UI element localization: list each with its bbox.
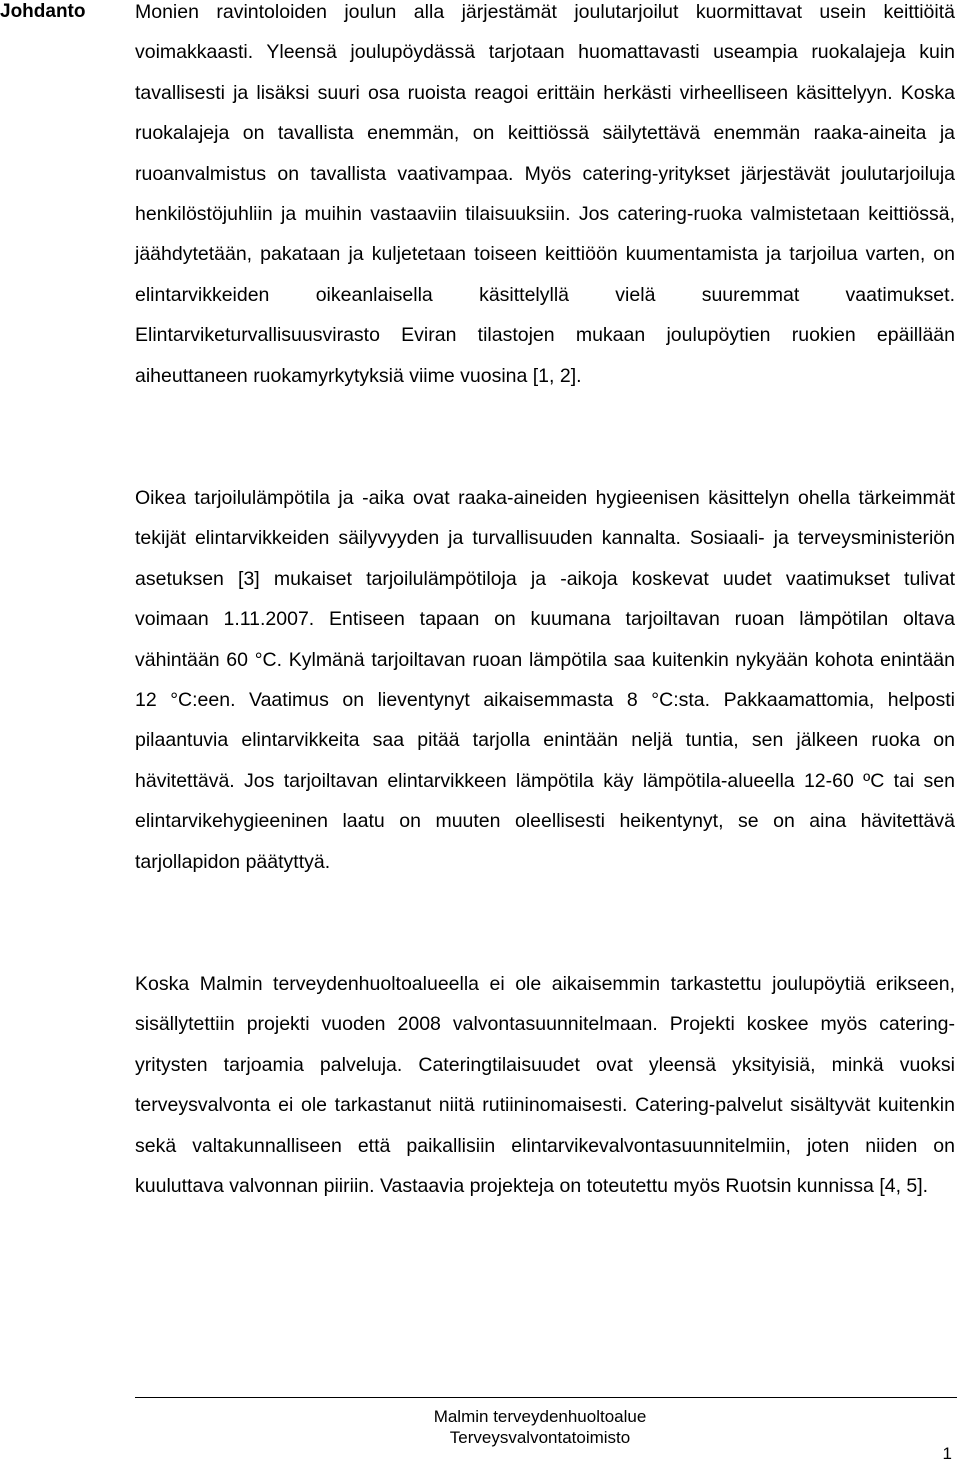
body-text <box>135 0 955 1198</box>
paragraph-intro: Monien ravintoloiden joulun alla järjestämät joulutarjoilut kuormittavat usein keittiöitä voimakkaasti. Yleensä joulupöydässä tarjotaan huomattavasti useampia ruokalajeja kuin tavallisesti ja lisäksi suuri osa ruoista reagoi erittäin herkästi virheelliseen käsittelyyn. Koska ruokalajeja on tavallista enemmän, on keittiössä säilytettävä enemmän raaka-aineita ja ruoanvalmistus on tavallista vaativampaa. Myös catering-yritykset järjestävät joulutarjoiluja henkilöstöjuhliin ja muihin vastaaviin tilaisuuksiin. Jos catering-ruoka valmistetaan keittiössä, jäähdytetään, pakataan ja kuljetetaan toiseen keittiöön kuumentamista ja tarjoilua varten, on elintarvikkeiden oikeanlaisella käsittelyllä vielä suuremmat vaatimukset. Elintarviketurvallisuusvirasto Eviran tilastojen mukaan joulupöytien ruokien epäillään aiheuttaneen ruokamyrkytyksiä viime vuosina [1, 2]. <box>135 1 955 387</box>
paragraph-project-scope: Koska Malmin terveydenhuoltoalueella ei ole aikaisemmin tarkastettu joulupöytiä erikseen, sisällytettiin projekti vuoden 2008 valvontasuunnitelmaan. Projekti koskee myös catering-yritysten tarjoamia palveluja. Cateringtilaisuudet ovat yleensä yksityisiä, minkä vuoksi terveysvalvonta ei ole tarkastanut niitä rutiininomaisesti. Catering-palvelut sisältyvät kuitenkin sekä valtakunnalliseen että paikallisiin elintarvikevalvontasuunnitelmiin, joten niiden on kuuluttava valvonnan piiriin. Vastaavia projekteja on toteutettu myös Ruotsin kunnissa [4, 5]. <box>135 973 955 1198</box>
paragraph-serving-temperatures: Oikea tarjoilulämpötila ja -aika ovat raaka-aineiden hygieenisen käsittelyn ohella tärkeimmät tekijät elintarvikkeiden säilyvyyden ja turvallisuuden kannalta. Sosiaali- ja terveysministeriön asetuksen [3] mukaiset tarjoilulämpötiloja ja -aikoja koskevat uudet vaatimukset tulivat voimaan 1.11.2007. Entiseen tapaan on kuumana tarjoiltavan ruoan lämpötilan oltava vähintään 60 °C. Kylmänä tarjoiltavan ruoan lämpötila saa kuitenkin nykyään kohota enintään 12 °C:een. Vaatimus on lieventynyt aikaisemmasta 8 °C:sta. Pakkaamattomia, helposti pilaantuvia elintarvikkeita saa pitää tarjolla enintään neljä tuntia, sen jälkeen ruoka on hävitettävä. Jos tarjoiltavan elintarvikkeen lämpötila käy lämpötila-alueella 12-60 ºC tai sen elintarvikehygieeninen laatu on muuten oleellisesti heikentynyt, se on aina hävitettävä tarjollapidon päätyttyä. <box>135 487 955 873</box>
footer-organization: Malmin terveydenhuoltoalue <box>433 1407 647 1426</box>
footer-divider <box>135 1397 957 1398</box>
section-heading: Johdanto <box>0 1 86 22</box>
page-number: 1 <box>942 1444 952 1463</box>
footer-office: Terveysvalvontatoimisto <box>449 1428 631 1447</box>
